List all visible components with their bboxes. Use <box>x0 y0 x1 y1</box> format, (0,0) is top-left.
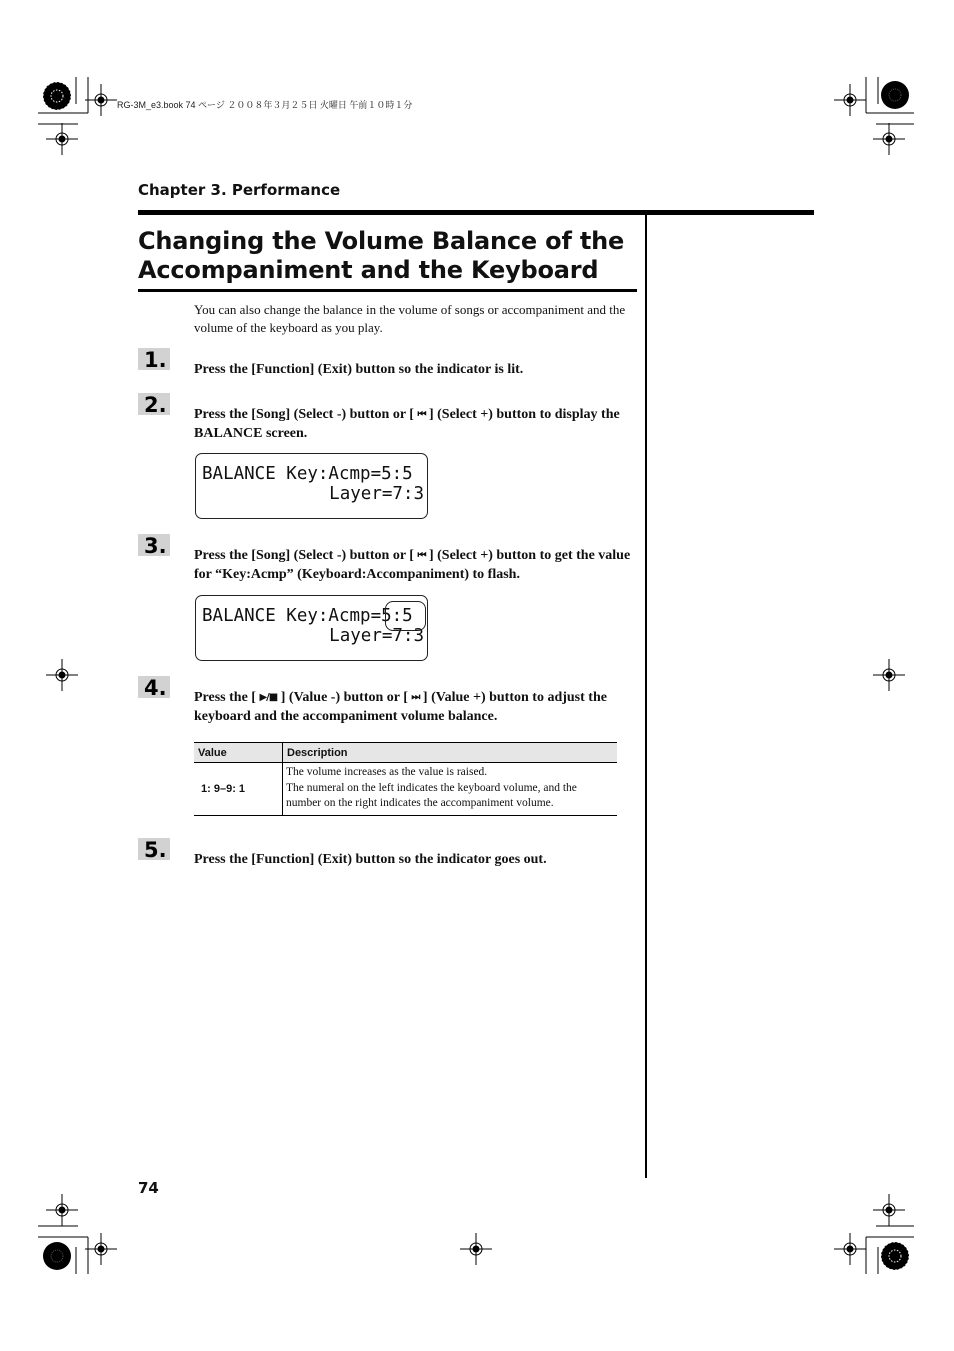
step-4-number: 4. <box>144 676 167 700</box>
lcd-line-2: Layer=7:3 <box>329 484 424 504</box>
step-5-text: Press the [Function] (Exit) button so the indicator goes out. <box>194 852 547 867</box>
lcd-balance-screen <box>195 453 428 519</box>
step-4-badge <box>138 676 170 702</box>
step-5-badge <box>138 838 170 864</box>
table-header-description: Description <box>283 743 618 763</box>
previous-track-icon: ⏮ <box>417 409 426 420</box>
step-2-badge <box>138 393 170 419</box>
step-3-number: 3. <box>144 534 167 558</box>
section-title <box>138 227 638 285</box>
page-number: 74 <box>138 1179 159 1197</box>
intro-paragraph: You can also change the balance in the volume of songs or accompaniment and the volume of the keyboard as you play. <box>194 302 626 335</box>
lcd-line-1: BALANCE Key:Acmp=5:5 <box>202 464 413 484</box>
table-header-row <box>194 743 617 763</box>
step-3-text: Press the [Song] (Select -) button or [ ⏮ ] (Select +) button to get the value for “Key:Acmp” (Keyboard:Accompaniment) to flash. <box>194 548 631 582</box>
lcd-line-1: BALANCE Key:Acmp=5:5 <box>202 606 413 626</box>
chapter-heading: Chapter 3. Performance <box>138 181 341 199</box>
step-3-badge <box>138 534 170 560</box>
table-header-value: Value <box>194 743 283 763</box>
step-5-number: 5. <box>144 838 167 862</box>
next-track-icon: ⏭ <box>411 692 420 703</box>
value-table <box>194 742 617 816</box>
step-1-badge <box>138 348 170 374</box>
chapter-rule <box>138 210 814 215</box>
previous-track-icon: ⏮ <box>417 550 426 561</box>
step-4-text: Press the [ ▶/■ ] (Value -) button or [ ⏭ ] (Value +) button to adjust the keyboard and the accompaniment volume balance. <box>194 690 607 724</box>
table-cell-description: The volume increases as the value is raised. The numeral on the left indicates the keyboard volume, and the number on the right indicates the accompaniment volume. <box>283 763 618 816</box>
section-title-line2: Accompaniment and the Keyboard <box>138 256 599 284</box>
step-1-number: 1. <box>144 348 167 372</box>
column-divider <box>645 215 647 1178</box>
play-stop-icon: ▶/■ <box>259 692 278 703</box>
lcd-balance-screen-flashing <box>195 595 428 661</box>
step-1-text: Press the [Function] (Exit) button so the indicator is lit. <box>194 362 524 377</box>
section-title-line1: Changing the Volume Balance of the <box>138 227 625 255</box>
step-2-number: 2. <box>144 393 167 417</box>
print-header: RG-3M_e3.book 74 ページ ２００８年３月２５日 火曜日 午前１０時１分 <box>117 100 413 110</box>
step-2-text: Press the [Song] (Select -) button or [ ⏮ ] (Select +) button to display the BALANCE screen. <box>194 407 620 441</box>
title-rule <box>138 289 637 292</box>
table-row <box>194 763 617 816</box>
flashing-value-highlight <box>385 601 426 631</box>
table-cell-value: 1: 9–9: 1 <box>194 763 283 816</box>
lcd-line-2: Layer=7:3 <box>329 626 424 646</box>
